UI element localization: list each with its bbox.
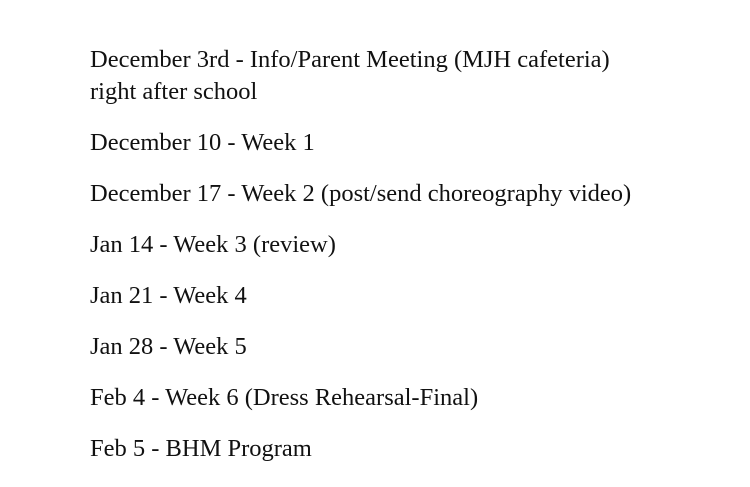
entry-text-continued: right after school (90, 78, 258, 105)
schedule-entry-week-1 (90, 127, 740, 159)
entry-text: Jan 28 - Week 5 (90, 333, 247, 360)
entry-text: December 10 - Week 1 (90, 129, 315, 156)
schedule-entry-week-5 (90, 331, 740, 363)
schedule-entry-program (90, 433, 740, 465)
schedule-entry-info-meeting (90, 44, 740, 108)
entry-text: Feb 5 - BHM Program (90, 435, 312, 462)
schedule-entry-week-6 (90, 382, 740, 414)
entry-text: Jan 14 - Week 3 (review) (90, 231, 336, 258)
entry-text: Feb 4 - Week 6 (Dress Rehearsal-Final) (90, 384, 479, 411)
entry-text: December 17 - Week 2 (post/send choreography video) (90, 180, 632, 207)
entry-text: December 3rd - Info/Parent Meeting (MJH cafeteria) (90, 46, 610, 73)
schedule-entry-week-2 (90, 178, 740, 210)
schedule-document (90, 44, 740, 484)
schedule-entry-week-4 (90, 280, 740, 312)
entry-text: Jan 21 - Week 4 (90, 282, 247, 309)
schedule-entry-week-3 (90, 229, 740, 261)
